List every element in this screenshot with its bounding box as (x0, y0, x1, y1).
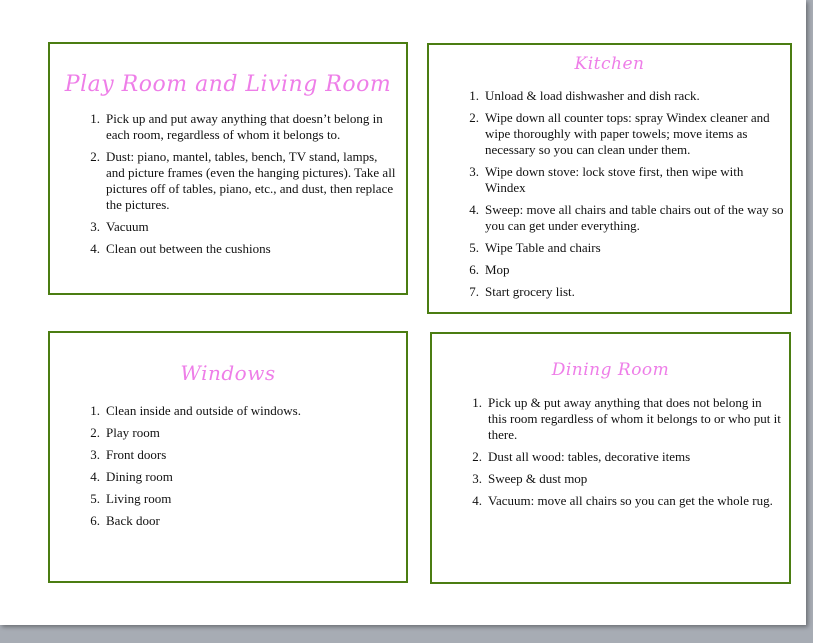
list-item: Dust: piano, mantel, tables, bench, TV stand, lamps, and picture frames (even the hanging pictures). Take all pictures off of tables, piano, etc., and dust, then replace the pictures. (106, 149, 396, 212)
list-item: Unload & load dishwasher and dish rack. (485, 88, 700, 103)
list-item: Sweep: move all chairs and table chairs out of the way so you can get under everything. (485, 202, 784, 233)
list-item: Wipe down stove: lock stove first, then wipe with Windex (485, 164, 744, 195)
card-title: Dining Room (551, 360, 670, 380)
list-item: Dust all wood: tables, decorative items (488, 449, 691, 464)
card-title: Kitchen (574, 54, 645, 74)
chore-list (106, 403, 396, 529)
list-item: Pick up and put away anything that doesn’t belong in each room, regardless of whom it belongs to. (106, 111, 383, 142)
chore-list (106, 111, 396, 257)
card-windows (48, 331, 408, 583)
list-item: Vacuum (106, 219, 149, 234)
list-item: Front doors (106, 447, 167, 462)
list-item: Wipe Table and chairs (485, 240, 601, 255)
list-item: Living room (106, 491, 172, 506)
list-item: Clean out between the cushions (106, 241, 271, 256)
list-item: Dining room (106, 469, 173, 484)
list-item: Clean inside and outside of windows. (106, 403, 301, 418)
card-title: Windows (180, 361, 276, 385)
chore-list (485, 88, 784, 300)
list-item: Mop (485, 262, 510, 277)
card-title: Play Room and Living Room (64, 72, 392, 97)
list-item: Start grocery list. (485, 284, 575, 299)
list-item: Wipe down all counter tops: spray Windex cleaner and wipe thoroughly with paper towels; move items as necessary so you can clean under them. (485, 110, 770, 157)
card-play-room (48, 42, 408, 295)
list-item: Play room (106, 425, 160, 440)
chore-list (488, 395, 781, 509)
card-kitchen (427, 43, 792, 314)
list-item: Back door (106, 513, 160, 528)
list-item: Sweep & dust mop (488, 471, 588, 486)
card-dining-room (430, 332, 791, 584)
list-item: Vacuum: move all chairs so you can get the whole rug. (488, 493, 773, 508)
list-item: Pick up & put away anything that does not belong in this room regardless of whom it belongs to or who put it there. (488, 395, 781, 442)
